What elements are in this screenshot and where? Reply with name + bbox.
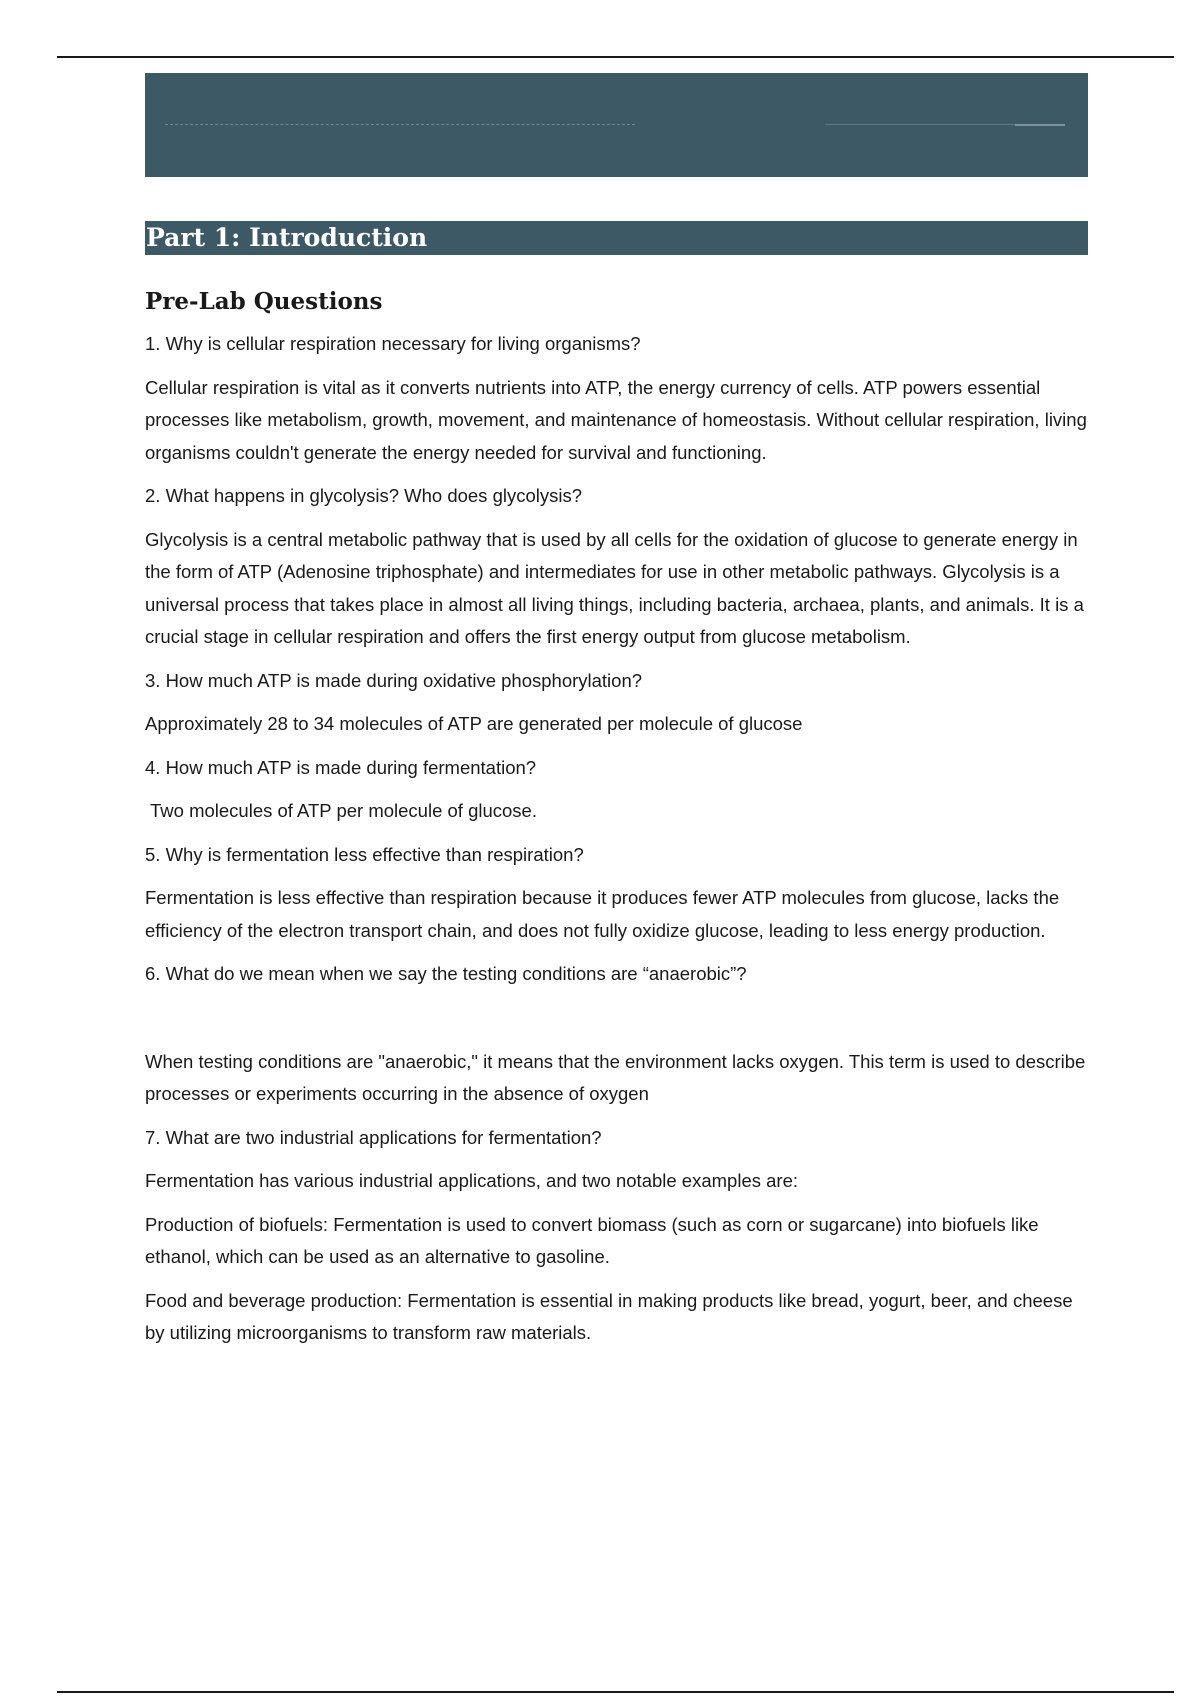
answer-7-intro: Fermentation has various industrial applications, and two notable examples are: [145, 1170, 799, 1191]
question-6: 6. What do we mean when we say the testing conditions are “anaerobic”? [145, 963, 747, 984]
answer-5: Fermentation is less effective than respiration because it produces fewer ATP molecules from glucose, lacks the efficiency of the electron transport chain, and does not fully oxidize glucose, leading to less energy production. [145, 887, 1060, 941]
answer-1: Cellular respiration is vital as it converts nutrients into ATP, the energy currency of cells. ATP powers essential processes like metabolism, growth, movement, and maintenance of homeostasis. Without cellular respiration, living organisms couldn't generate the energy needed for survival and functioning. [145, 376, 1087, 463]
question-5: 5. Why is fermentation less effective than respiration? [145, 843, 584, 865]
bottom-rule [57, 1691, 1174, 1693]
answer-7-example-2: Food and beverage production: Fermentation is essential in making products like bread, yogurt, beer, and cheese by utilizing microorganisms to transform raw materials. [145, 1289, 1073, 1343]
question-3: 3. How much ATP is made during oxidative phosphorylation? [145, 669, 643, 691]
section-heading: Pre-Lab Questions [145, 288, 383, 315]
answer-7-example-1: Production of biofuels: Fermentation is used to convert biomass (such as corn or sugarcane) into biofuels like ethanol, which can be used as an alternative to gasoline. [145, 1213, 1039, 1267]
banner-faded-title-line [165, 124, 635, 125]
question-4: 4. How much ATP is made during fermentation? [145, 756, 537, 778]
question-7: 7. What are two industrial applications for fermentation? [145, 1126, 602, 1148]
question-2: 2. What happens in glycolysis? Who does glycolysis? [145, 485, 583, 506]
banner-faded-mark [1015, 124, 1065, 126]
question-1: 1. Why is cellular respiration necessary for living organisms? [145, 333, 641, 354]
part-title: Part 1: Introduction [146, 223, 428, 252]
header-banner [145, 73, 1088, 177]
answer-2: Glycolysis is a central metabolic pathway that is used by all cells for the oxidation of glucose to generate energy in the form of ATP (Adenosine triphosphate) and intermediates for use in other metabolic pathways. Glycolysis is a universal process that takes place in almost all living things, including bacteria, archaea, plants, and animals. It is a crucial stage in cellular respiration and offers the first energy output from glucose metabolism. [145, 528, 1084, 647]
answer-4: Two molecules of ATP per molecule of glucose. [150, 800, 537, 821]
answer-6: When testing conditions are "anaerobic," it means that the environment lacks oxygen. This term is used to describe processes or experiments occurring in the absence of oxygen [145, 1050, 1086, 1104]
document-body [145, 286, 1088, 1361]
banner-faded-line [825, 124, 1015, 125]
top-rule [57, 56, 1174, 58]
part-heading-bar [145, 221, 1088, 255]
answer-3: Approximately 28 to 34 molecules of ATP are generated per molecule of glucose [145, 713, 803, 734]
